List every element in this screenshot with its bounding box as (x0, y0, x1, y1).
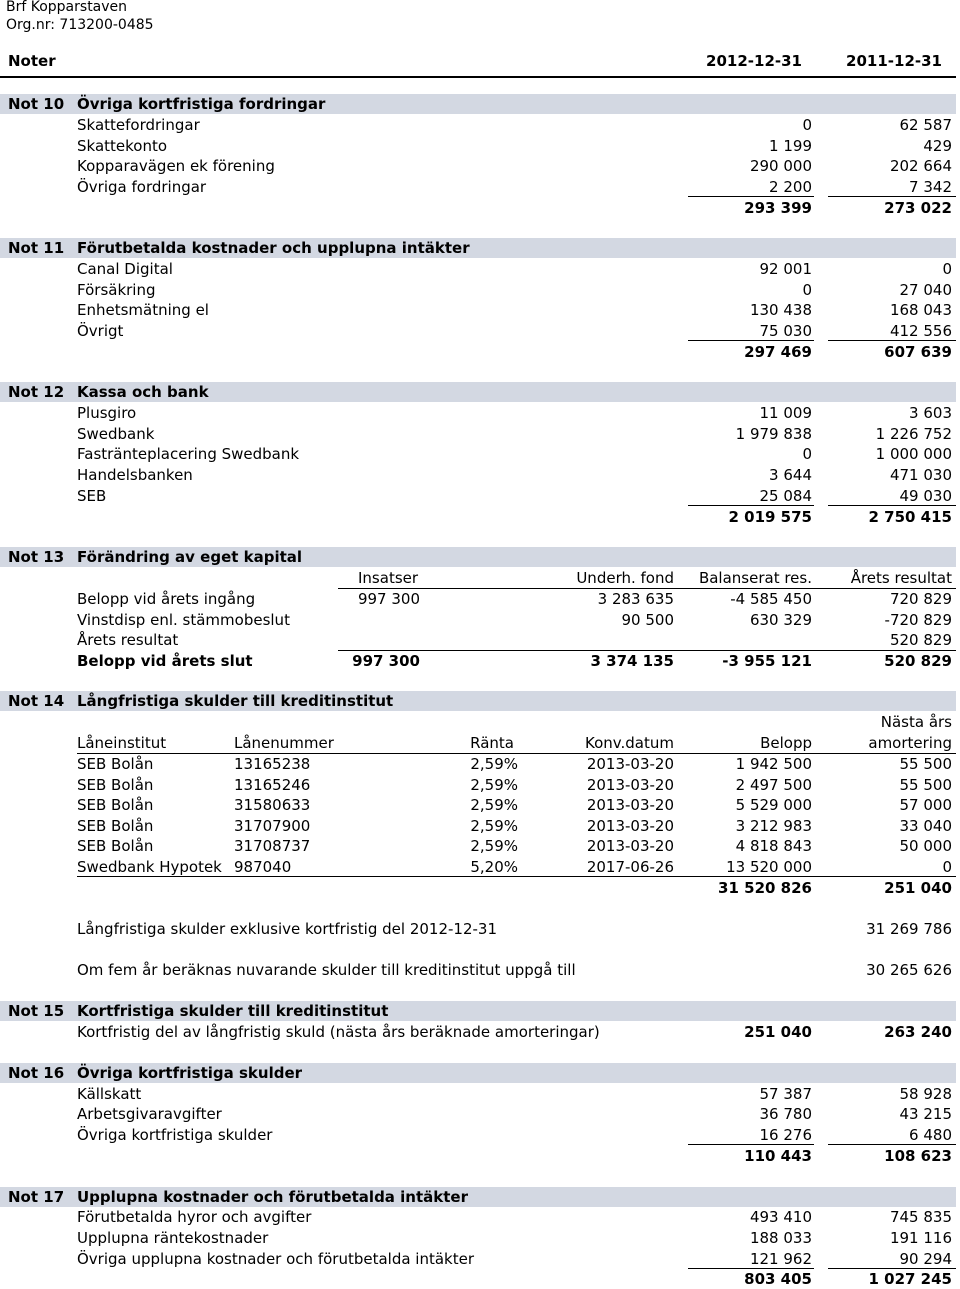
not13-total-c1: 997 300 (352, 652, 420, 670)
not11-row-v1: 130 438 (749, 301, 812, 319)
not11-number: Not 11 (8, 239, 65, 257)
not13-sum-line (338, 650, 956, 651)
not14-row-conv: 2017-06-26 (586, 858, 674, 876)
not13-col-underh: Underh. fond (576, 569, 674, 587)
not10-row-v2: 62 587 (899, 116, 952, 134)
not11-row-v1: 75 030 (759, 322, 812, 340)
not17-row-v1: 493 410 (749, 1208, 812, 1226)
not14-row-amount: 13 520 000 (726, 858, 812, 876)
not11-sum-line (828, 340, 956, 341)
not14-col-amort-top: Nästa års (880, 713, 952, 731)
not11-total-v2: 607 639 (884, 343, 952, 361)
not13-total-c2: 3 374 135 (590, 652, 674, 670)
not12-row-v2: 49 030 (899, 487, 952, 505)
not12-total-v2: 2 750 415 (868, 508, 952, 526)
not14-row-loan: 987040 (234, 858, 292, 876)
not12-row-v1: 0 (802, 445, 812, 463)
not13-row-c2: 3 283 635 (597, 590, 674, 608)
not11-sum-line (688, 340, 814, 341)
not13-row-c3: 630 329 (749, 611, 812, 629)
not11-total-v1: 297 469 (744, 343, 812, 361)
not14-row-rate: 5,20% (470, 858, 518, 876)
not14-row-rate: 2,59% (470, 796, 518, 814)
not14-row-amort: 55 500 (899, 755, 952, 773)
not10-title: Övriga kortfristiga fordringar (77, 95, 326, 113)
not17-row-v1: 188 033 (749, 1229, 812, 1247)
not14-row-amort: 50 000 (899, 837, 952, 855)
not13-total-c4: 520 829 (884, 652, 952, 670)
not12-row-v1: 3 644 (769, 466, 812, 484)
header-col-2012: 2012-12-31 (706, 52, 802, 70)
not10-total-v2: 273 022 (884, 199, 952, 217)
not14-row-amort: 57 000 (899, 796, 952, 814)
not11-title: Förutbetalda kostnader och upplupna intäkter (77, 239, 470, 257)
not14-five-year-label: Om fem år beräknas nuvarande skulder till kreditinstitut uppgå till (77, 961, 576, 979)
not11-row-v2: 27 040 (899, 281, 952, 299)
not11-row-label: Canal Digital (77, 260, 173, 278)
not10-row-v1: 0 (802, 116, 812, 134)
not12-row-v2: 1 000 000 (875, 445, 952, 463)
header-col-2011: 2011-12-31 (846, 52, 942, 70)
not10-row-v1: 2 200 (769, 178, 812, 196)
not14-col-line (77, 753, 956, 754)
not14-row-lender: Swedbank Hypotek (77, 858, 222, 876)
not17-row-label: Förutbetalda hyror och avgifter (77, 1208, 312, 1226)
not13-row-c4: 720 829 (889, 590, 952, 608)
not14-sum-line (77, 876, 956, 877)
not16-row-label: Övriga kortfristiga skulder (77, 1126, 273, 1144)
not14-row-loan: 31580633 (234, 796, 311, 814)
not12-row-v2: 1 226 752 (875, 425, 952, 443)
not16-row-v2: 6 480 (909, 1126, 952, 1144)
not14-col-conv: Konv.datum (585, 734, 674, 752)
not14-row-rate: 2,59% (470, 837, 518, 855)
not17-row-label: Övriga upplupna kostnader och förutbetalda intäkter (77, 1250, 475, 1268)
not14-row-amort: 0 (942, 858, 952, 876)
not12-row-label: Handelsbanken (77, 466, 193, 484)
not13-row-label: Belopp vid årets ingång (77, 590, 256, 608)
not14-row-loan: 13165238 (234, 755, 311, 773)
not13-col-arets: Årets resultat (850, 569, 952, 587)
not17-number: Not 17 (8, 1188, 65, 1206)
not14-row-rate: 2,59% (470, 776, 518, 794)
not16-row-v2: 58 928 (899, 1085, 952, 1103)
company-name: Brf Kopparstaven (6, 0, 128, 15)
not13-row-c4: 520 829 (889, 631, 952, 649)
not14-col-amort-bottom: amortering (868, 734, 952, 752)
not15-title: Kortfristiga skulder till kreditinstitut (77, 1002, 389, 1020)
not17-total-v1: 803 405 (744, 1270, 812, 1288)
not14-row-lender: SEB Bolån (77, 776, 154, 794)
not17-sum-line (688, 1268, 814, 1269)
not14-col-amount: Belopp (760, 734, 812, 752)
not10-number: Not 10 (8, 95, 65, 113)
not13-row-c3: -4 585 450 (730, 590, 812, 608)
not12-number: Not 12 (8, 383, 65, 401)
not13-title: Förändring av eget kapital (77, 548, 303, 566)
not15-row-v2: 263 240 (884, 1023, 952, 1041)
not14-total-amort: 251 040 (884, 879, 952, 897)
not12-row-label: Plusgiro (77, 404, 137, 422)
not13-row-c2: 90 500 (621, 611, 674, 629)
not13-row-label: Årets resultat (77, 631, 179, 649)
not14-col-rate: Ränta (470, 734, 514, 752)
not13-row-c4: -720 829 (884, 611, 952, 629)
not14-row-conv: 2013-03-20 (586, 837, 674, 855)
not17-sum-line (828, 1268, 956, 1269)
not17-total-v2: 1 027 245 (868, 1270, 952, 1288)
not14-row-lender: SEB Bolån (77, 796, 154, 814)
not14-total-amount: 31 520 826 (718, 879, 812, 897)
not10-row-label: Kopparavägen ek förening (77, 157, 275, 175)
not13-row-label: Vinstdisp enl. stämmobeslut (77, 611, 290, 629)
not12-sum-line (828, 505, 956, 506)
not16-row-v2: 43 215 (899, 1105, 952, 1123)
not11-row-label: Försäkring (77, 281, 156, 299)
not14-row-conv: 2013-03-20 (586, 817, 674, 835)
not14-row-rate: 2,59% (470, 755, 518, 773)
not10-row-v2: 429 (923, 137, 952, 155)
not11-row-v1: 92 001 (759, 260, 812, 278)
not16-row-v1: 16 276 (759, 1126, 812, 1144)
not14-row-amort: 55 500 (899, 776, 952, 794)
not11-row-label: Övrigt (77, 322, 124, 340)
not10-row-v1: 290 000 (749, 157, 812, 175)
not11-row-v2: 412 556 (889, 322, 952, 340)
not17-title: Upplupna kostnader och förutbetalda intäkter (77, 1188, 468, 1206)
not16-row-label: Arbetsgivaravgifter (77, 1105, 222, 1123)
not11-row-v2: 0 (942, 260, 952, 278)
not12-row-v2: 3 603 (909, 404, 952, 422)
not16-total-v1: 110 443 (744, 1147, 812, 1165)
not10-row-v2: 7 342 (909, 178, 952, 196)
not13-number: Not 13 (8, 548, 65, 566)
not12-row-label: Swedbank (77, 425, 155, 443)
not16-sum-line (828, 1144, 956, 1145)
not12-row-v2: 471 030 (889, 466, 952, 484)
not14-row-amort: 33 040 (899, 817, 952, 835)
not10-row-label: Övriga fordringar (77, 178, 207, 196)
not10-sum-line (828, 196, 956, 197)
not14-row-amount: 5 529 000 (735, 796, 812, 814)
not16-title: Övriga kortfristiga skulder (77, 1064, 303, 1082)
not15-row-label: Kortfristig del av långfristig skuld (nästa års beräknade amorteringar) (77, 1023, 600, 1041)
not14-row-conv: 2013-03-20 (586, 796, 674, 814)
not15-row-v1: 251 040 (744, 1023, 812, 1041)
not16-number: Not 16 (8, 1064, 65, 1082)
not10-row-label: Skattefordringar (77, 116, 200, 134)
not14-row-lender: SEB Bolån (77, 755, 154, 773)
not10-row-v1: 1 199 (769, 137, 812, 155)
notes-title: Noter (8, 52, 56, 70)
not12-row-label: SEB (77, 487, 107, 505)
not11-row-label: Enhetsmätning el (77, 301, 209, 319)
not14-row-loan: 13165246 (234, 776, 311, 794)
not16-total-v2: 108 623 (884, 1147, 952, 1165)
not10-sum-line (688, 196, 814, 197)
not10-total-v1: 293 399 (744, 199, 812, 217)
not16-sum-line (688, 1144, 814, 1145)
not11-row-v1: 0 (802, 281, 812, 299)
not17-row-v1: 121 962 (749, 1250, 812, 1268)
not14-row-rate: 2,59% (470, 817, 518, 835)
not17-row-v2: 90 294 (899, 1250, 952, 1268)
not14-col-loan: Lånenummer (234, 734, 334, 752)
not12-sum-line (688, 505, 814, 506)
not14-row-amount: 2 497 500 (735, 776, 812, 794)
not14-row-conv: 2013-03-20 (586, 776, 674, 794)
not15-number: Not 15 (8, 1002, 65, 1020)
notes-header (0, 44, 956, 78)
not14-col-lender: Låneinstitut (77, 734, 167, 752)
not17-row-v2: 191 116 (889, 1229, 952, 1247)
not17-row-v2: 745 835 (889, 1208, 952, 1226)
not14-row-lender: SEB Bolån (77, 817, 154, 835)
not14-title: Långfristiga skulder till kreditinstitut (77, 692, 394, 710)
not16-row-v1: 36 780 (759, 1105, 812, 1123)
not13-total-label: Belopp vid årets slut (77, 652, 253, 670)
not12-total-v1: 2 019 575 (728, 508, 812, 526)
not12-row-label: Fastränteplacering Swedbank (77, 445, 300, 463)
not16-row-label: Källskatt (77, 1085, 142, 1103)
not14-number: Not 14 (8, 692, 65, 710)
not17-row-label: Upplupna räntekostnader (77, 1229, 269, 1247)
not13-row-c1: 997 300 (357, 590, 420, 608)
not14-row-conv: 2013-03-20 (586, 755, 674, 773)
not12-row-v1: 1 979 838 (735, 425, 812, 443)
not14-excl-label: Långfristiga skulder exklusive kortfristig del 2012-12-31 (77, 920, 497, 938)
not12-row-v1: 25 084 (759, 487, 812, 505)
not13-col-balanserat: Balanserat res. (698, 569, 812, 587)
not14-row-lender: SEB Bolån (77, 837, 154, 855)
not14-row-amount: 4 818 843 (735, 837, 812, 855)
not10-row-v2: 202 664 (889, 157, 952, 175)
not11-row-v2: 168 043 (889, 301, 952, 319)
not13-col-insatser: Insatser (358, 569, 419, 587)
not14-row-amount: 3 212 983 (735, 817, 812, 835)
org-number: Org.nr: 713200-0485 (6, 17, 154, 33)
not14-row-loan: 31708737 (234, 837, 311, 855)
not13-total-c3: -3 955 121 (722, 652, 812, 670)
not14-row-amount: 1 942 500 (735, 755, 812, 773)
not12-row-v1: 11 009 (759, 404, 812, 422)
not14-row-loan: 31707900 (234, 817, 311, 835)
not10-row-label: Skattekonto (77, 137, 168, 155)
not13-col-line (338, 588, 956, 589)
not16-row-v1: 57 387 (759, 1085, 812, 1103)
not14-excl-value: 31 269 786 (866, 920, 952, 938)
not14-five-year-value: 30 265 626 (866, 961, 952, 979)
not12-title: Kassa och bank (77, 383, 209, 401)
